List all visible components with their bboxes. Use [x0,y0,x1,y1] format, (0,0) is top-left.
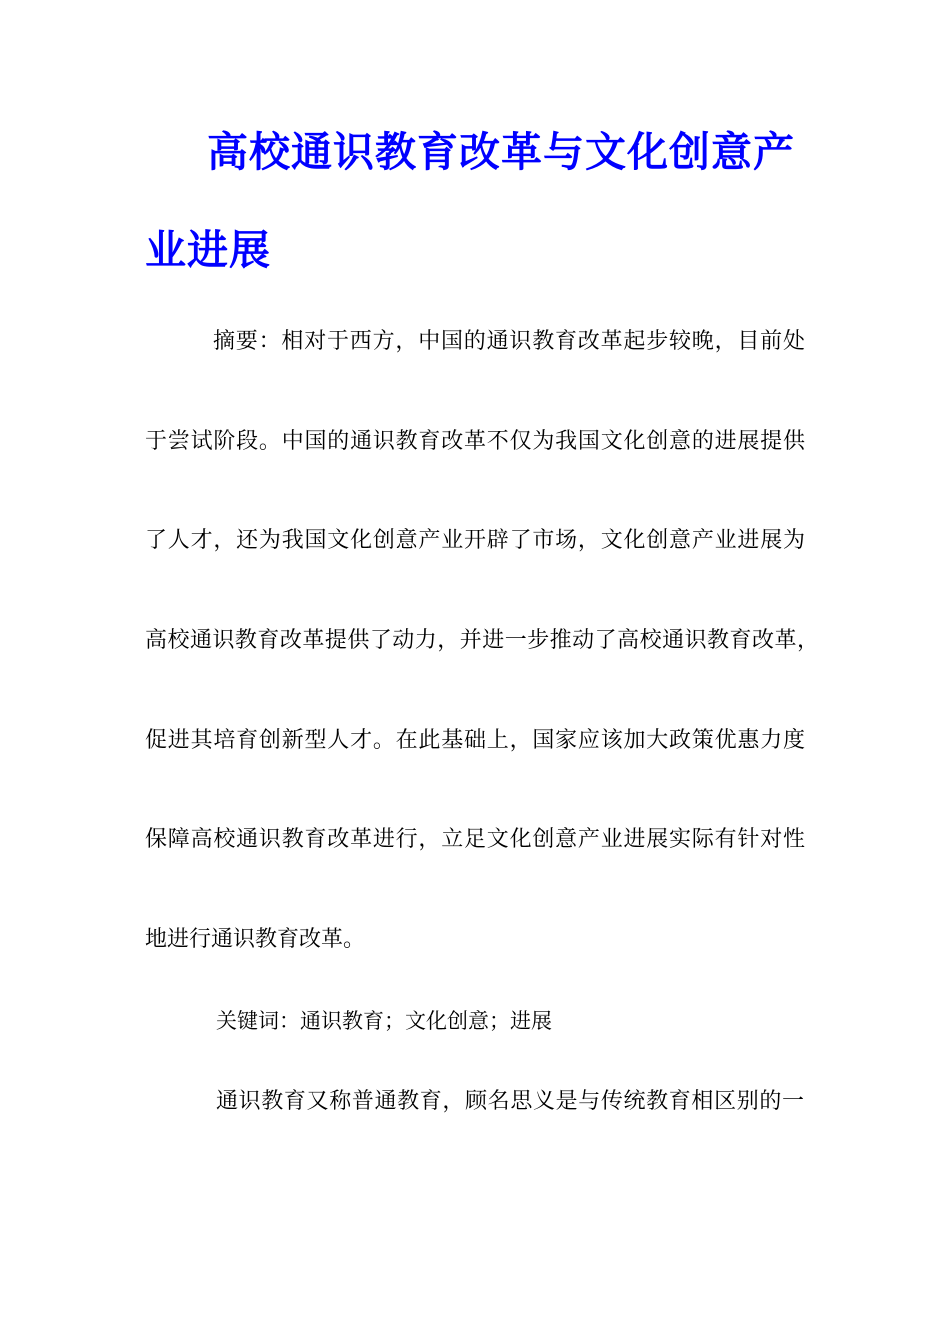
keywords-line: 关键词：通识教育；文化创意；进展 [216,1009,552,1033]
abstract-line-3: 了人才，还为我国文化创意产业开辟了市场，文化创意产业进展为 [145,528,805,553]
abstract-line-4: 高校通识教育改革提供了动力，并进一步推动了高校通识教育改革， [145,628,819,653]
abstract-line-7: 地进行通识教育改革。 [145,927,366,952]
abstract-line-2: 于尝试阶段。中国的通识教育改革不仅为我国文化创意的进展提供 [145,429,805,454]
document-title-line-1: 高校通识教育改革与文化创意产 [207,128,795,176]
document-title-line-2: 业进展 [145,226,271,274]
body-paragraph-line-1: 通识教育又称普通教育，顾名思义是与传统教育相区别的一 [216,1089,804,1114]
abstract-line-5: 促进其培育创新型人才。在此基础上，国家应该加大政策优惠力度 [145,728,805,753]
abstract-line-1: 摘要：相对于西方，中国的通识教育改革起步较晚，目前处 [213,329,805,354]
abstract-line-6: 保障高校通识教育改革进行，立足文化创意产业进展实际有针对性 [145,827,805,852]
